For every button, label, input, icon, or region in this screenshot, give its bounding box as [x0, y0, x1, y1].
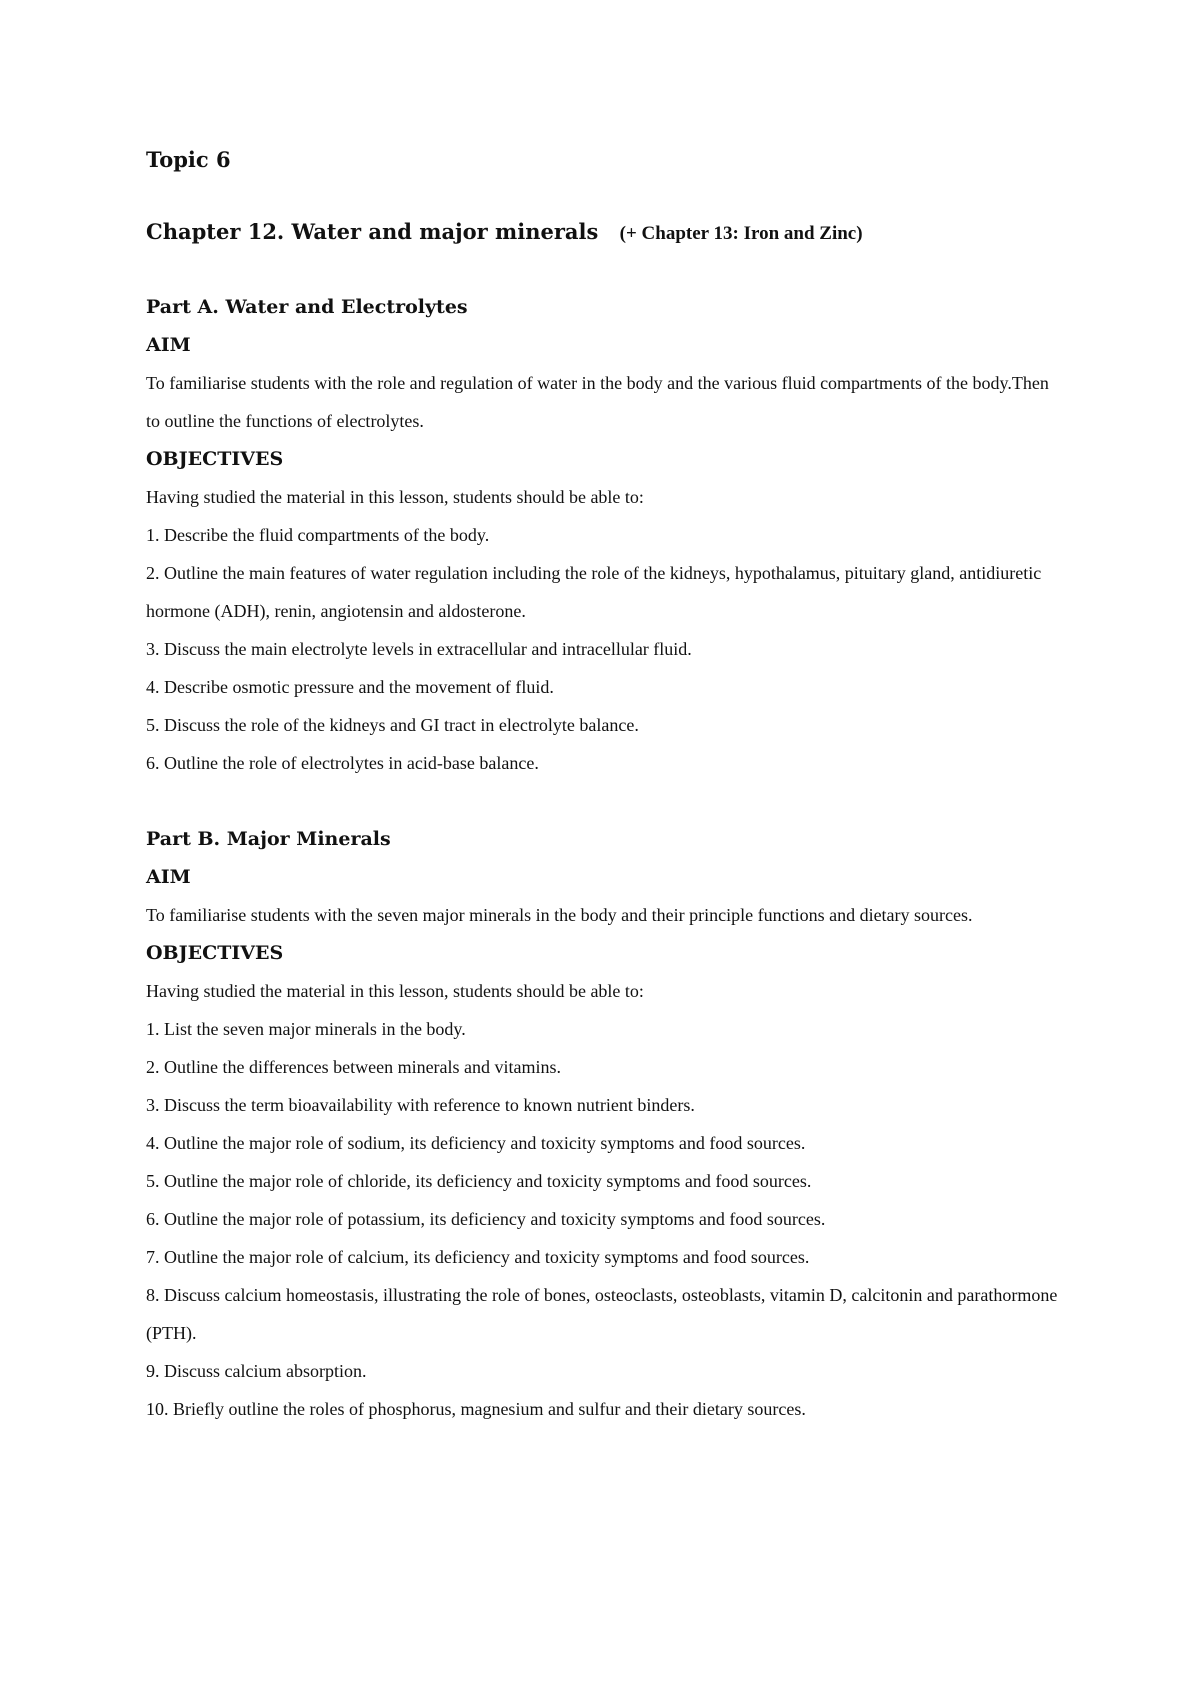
- part-a-objectives-heading: OBJECTIVES: [146, 448, 284, 470]
- part-a-section: [146, 288, 1066, 782]
- list-item: 2. Outline the differences between minerals and vitamins.: [146, 1057, 562, 1077]
- list-item: 7. Outline the major role of calcium, its deficiency and toxicity symptoms and food sources.: [146, 1247, 810, 1267]
- part-a-title: Part A. Water and Electrolytes: [146, 296, 468, 318]
- part-b-objectives-heading: OBJECTIVES: [146, 942, 284, 964]
- part-a-aim-text: To familiarise students with the role and regulation of water in the body and the various fluid compartments of the body.Then to outline the functions of electrolytes.: [146, 373, 1049, 431]
- part-b-title: Part B. Major Minerals: [146, 828, 391, 850]
- part-b-objectives-list: [146, 1010, 1066, 1428]
- list-item: 8. Discuss calcium homeostasis, illustrating the role of bones, osteoclasts, osteoblasts, vitamin D, calcitonin and parathormone (PTH).: [146, 1285, 1058, 1343]
- chapter-subtitle: (+ Chapter 13: Iron and Zinc): [619, 223, 863, 244]
- part-a-objectives-intro: Having studied the material in this lesson, students should be able to:: [146, 487, 644, 507]
- part-b-aim-text: To familiarise students with the seven major minerals in the body and their principle functions and dietary sources.: [146, 905, 973, 925]
- part-b-objectives-intro: Having studied the material in this lesson, students should be able to:: [146, 981, 644, 1001]
- part-a-aim-heading: AIM: [146, 334, 191, 356]
- list-item: 6. Outline the major role of potassium, its deficiency and toxicity symptoms and food sources.: [146, 1209, 826, 1229]
- list-item: 4. Outline the major role of sodium, its deficiency and toxicity symptoms and food sources.: [146, 1133, 806, 1153]
- list-item: 5. Discuss the role of the kidneys and GI tract in electrolyte balance.: [146, 715, 639, 735]
- list-item: 3. Discuss the main electrolyte levels in extracellular and intracellular fluid.: [146, 639, 692, 659]
- chapter-main-title: Chapter 12. Water and major minerals: [146, 219, 599, 244]
- list-item: 5. Outline the major role of chloride, its deficiency and toxicity symptoms and food sources.: [146, 1171, 812, 1191]
- topic-title: Topic 6: [146, 147, 231, 172]
- list-item: 3. Discuss the term bioavailability with reference to known nutrient binders.: [146, 1095, 695, 1115]
- section-spacer: [146, 782, 1066, 820]
- part-a-objectives-list: [146, 516, 1066, 782]
- list-item: 2. Outline the main features of water regulation including the role of the kidneys, hypothalamus, pituitary gland, antidiuretic hormone (ADH), renin, angiotensin and aldosterone.: [146, 563, 1042, 621]
- document-content: [146, 140, 1066, 1428]
- list-item: 9. Discuss calcium absorption.: [146, 1361, 367, 1381]
- part-b-section: [146, 820, 1066, 1428]
- list-item: 1. Describe the fluid compartments of the body.: [146, 525, 490, 545]
- list-item: 4. Describe osmotic pressure and the movement of fluid.: [146, 677, 554, 697]
- chapter-title: [146, 212, 1066, 254]
- list-item: 6. Outline the role of electrolytes in acid-base balance.: [146, 753, 539, 773]
- list-item: 1. List the seven major minerals in the body.: [146, 1019, 466, 1039]
- part-b-aim-heading: AIM: [146, 866, 191, 888]
- list-item: 10. Briefly outline the roles of phosphorus, magnesium and sulfur and their dietary sources.: [146, 1399, 806, 1419]
